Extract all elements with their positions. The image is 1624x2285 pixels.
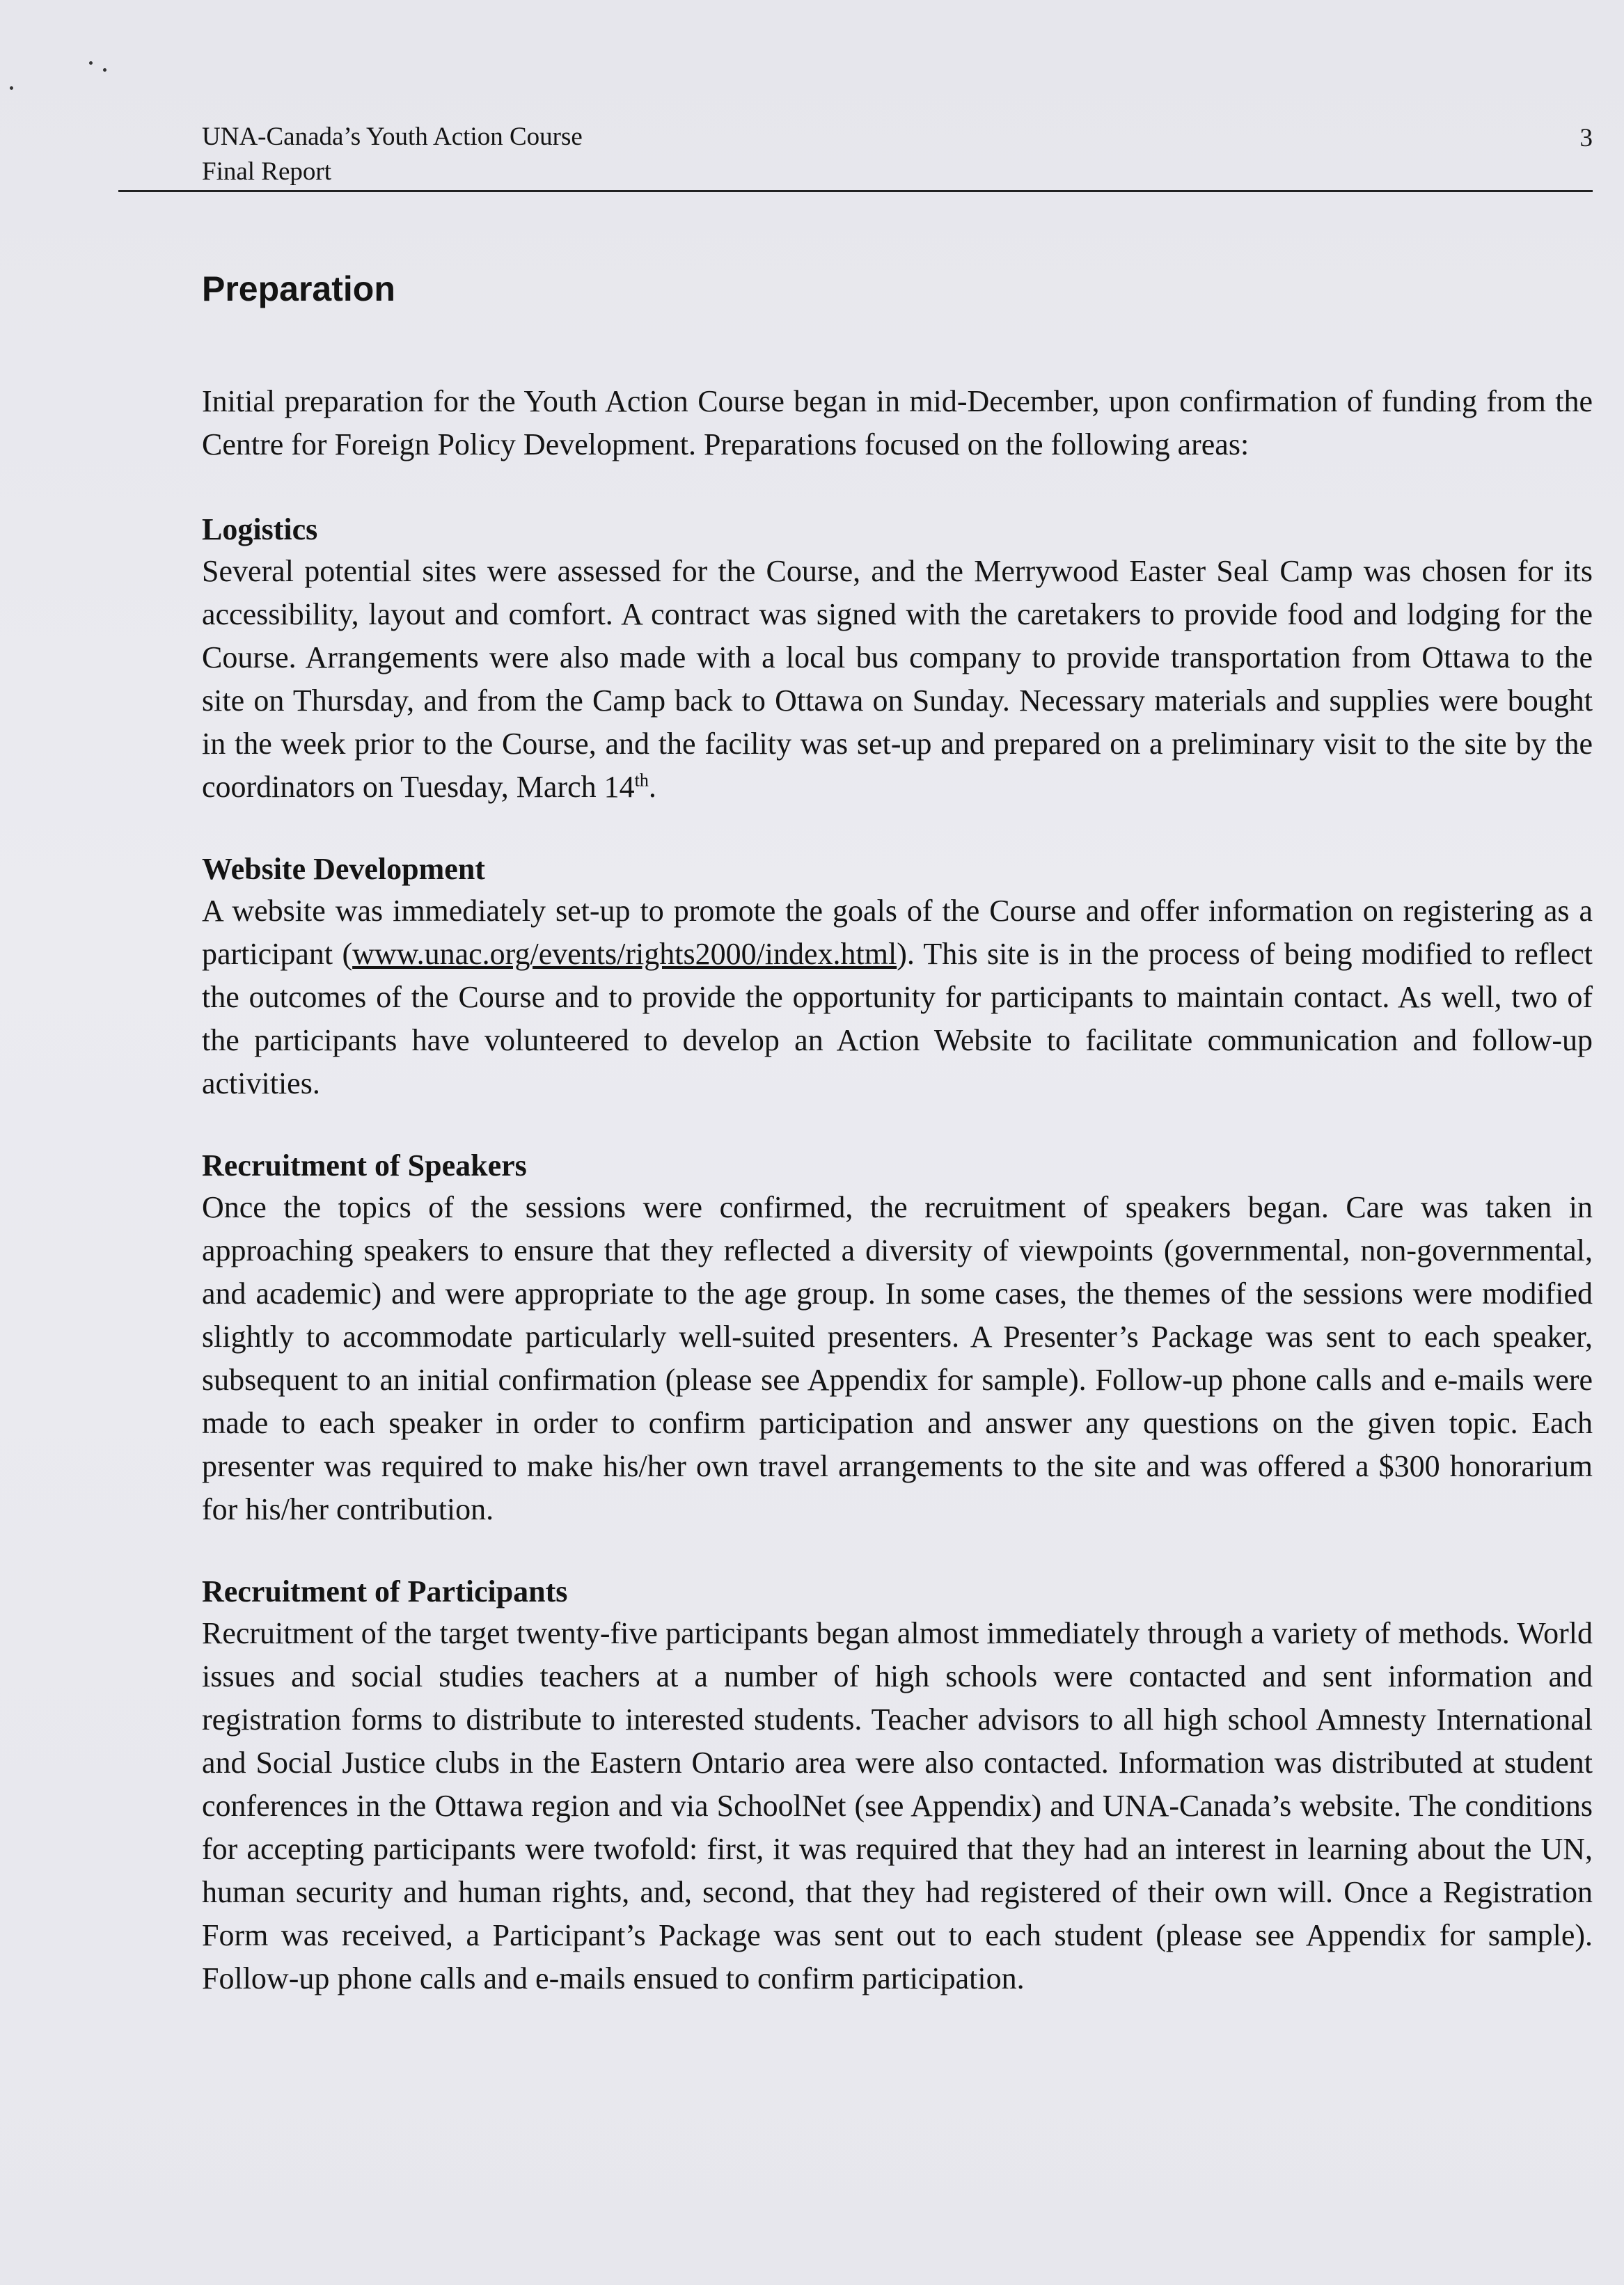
logistics-text-end: . <box>648 770 656 804</box>
header-title: UNA-Canada’s Youth Action Course <box>202 122 583 151</box>
speakers-section <box>202 1146 1593 1531</box>
date-superscript: th <box>634 770 649 791</box>
speakers-paragraph: Once the topics of the sessions were confirmed, the recruitment of speakers began. Care was taken in approaching speakers to ensure that they reflected a diversity of viewpoints (governmental, non-governmental, and academic) and were appropriate to the age group. In some cases, the themes of the sessions were modified slightly to accommodate particularly well-suited presenters. A Presenter’s Package was sent to each speaker, subsequent to an initial confirmation (please see Appendix for sample). Follow-up phone calls and e-mails were made to each speaker in order to confirm participation and answer any questions on the given topic. Each presenter was required to make his/her own travel arrangements to the site and was offered a $300 honorarium for his/her contribution. <box>202 1190 1593 1526</box>
running-header <box>202 120 1593 189</box>
participants-heading: Recruitment of Participants <box>202 1574 568 1608</box>
logistics-heading: Logistics <box>202 512 318 546</box>
main-content <box>202 264 1593 2041</box>
website-paragraph <box>202 890 1593 1105</box>
section-title: Preparation <box>202 269 395 308</box>
header-divider <box>118 190 1593 192</box>
participants-paragraph: Recruitment of the target twenty-five participants began almost immediately through a variety of methods. World issues and social studies teachers at a number of high schools were contacted and sent information and registration forms to distribute to interested students. Teacher advisors to all high school Amnesty International and Social Justice clubs in the Eastern Ontario area were also contacted. Information was distributed at student conferences in the Ottawa region and via SchoolNet (see Appendix) and UNA-Canada’s website. The conditions for accepting participants were twofold: first, it was required that they had an interest in learning about the UN, human security and human rights, and, second, that they had registered of their own will. Once a Registration Form was received, a Participant’s Package was sent out to each student (please see Appendix for sample). Follow-up phone calls and e-mails ensued to confirm participation. <box>202 1616 1593 1995</box>
dust-speck <box>103 68 107 72</box>
dust-speck <box>89 61 93 65</box>
intro-paragraph: Initial preparation for the Youth Action Course began in mid-December, upon confirmation of funding from the Centre for Foreign Policy Development. Preparations focused on the following areas: <box>202 384 1593 461</box>
logistics-paragraph <box>202 550 1593 809</box>
logistics-text: Several potential sites were assessed for the Course, and the Merrywood Easter Seal Camp was chosen for its accessibility, layout and comfort. A contract was signed with the caretakers to provide food and lodging for the Course. Arrangements were also made with a local bus company to provide transportation from Ottawa to the site on Thursday, and from the Camp back to Ottawa on Sunday. Necessary materials and supplies were bought in the week prior to the Course, and the facility was set-up and prepared on a preliminary visit to the site by the coordinators on Tuesday, March 14 <box>202 554 1593 804</box>
website-text: A website was immediately set-up to promote the goals of the Course and offer information on registering as a participant ( <box>202 894 1593 971</box>
participants-section <box>202 1572 1593 2000</box>
dust-speck <box>10 86 13 90</box>
header-subtitle: Final Report <box>202 157 332 186</box>
website-link[interactable]: www.unac.org/events/rights2000/index.html <box>352 937 897 971</box>
website-text-end: ). This site is in the process of being modified to reflect the outcomes of the Course and to provide the opportunity for participants to maintain contact. As well, two of the participants have volunteered to develop an Action Website to facilitate communication and follow-up activities. <box>202 937 1593 1100</box>
website-section <box>202 849 1593 1105</box>
speakers-heading: Recruitment of Speakers <box>202 1148 527 1183</box>
page-number: 3 <box>1579 124 1593 152</box>
website-heading: Website Development <box>202 852 485 886</box>
logistics-section <box>202 509 1593 809</box>
